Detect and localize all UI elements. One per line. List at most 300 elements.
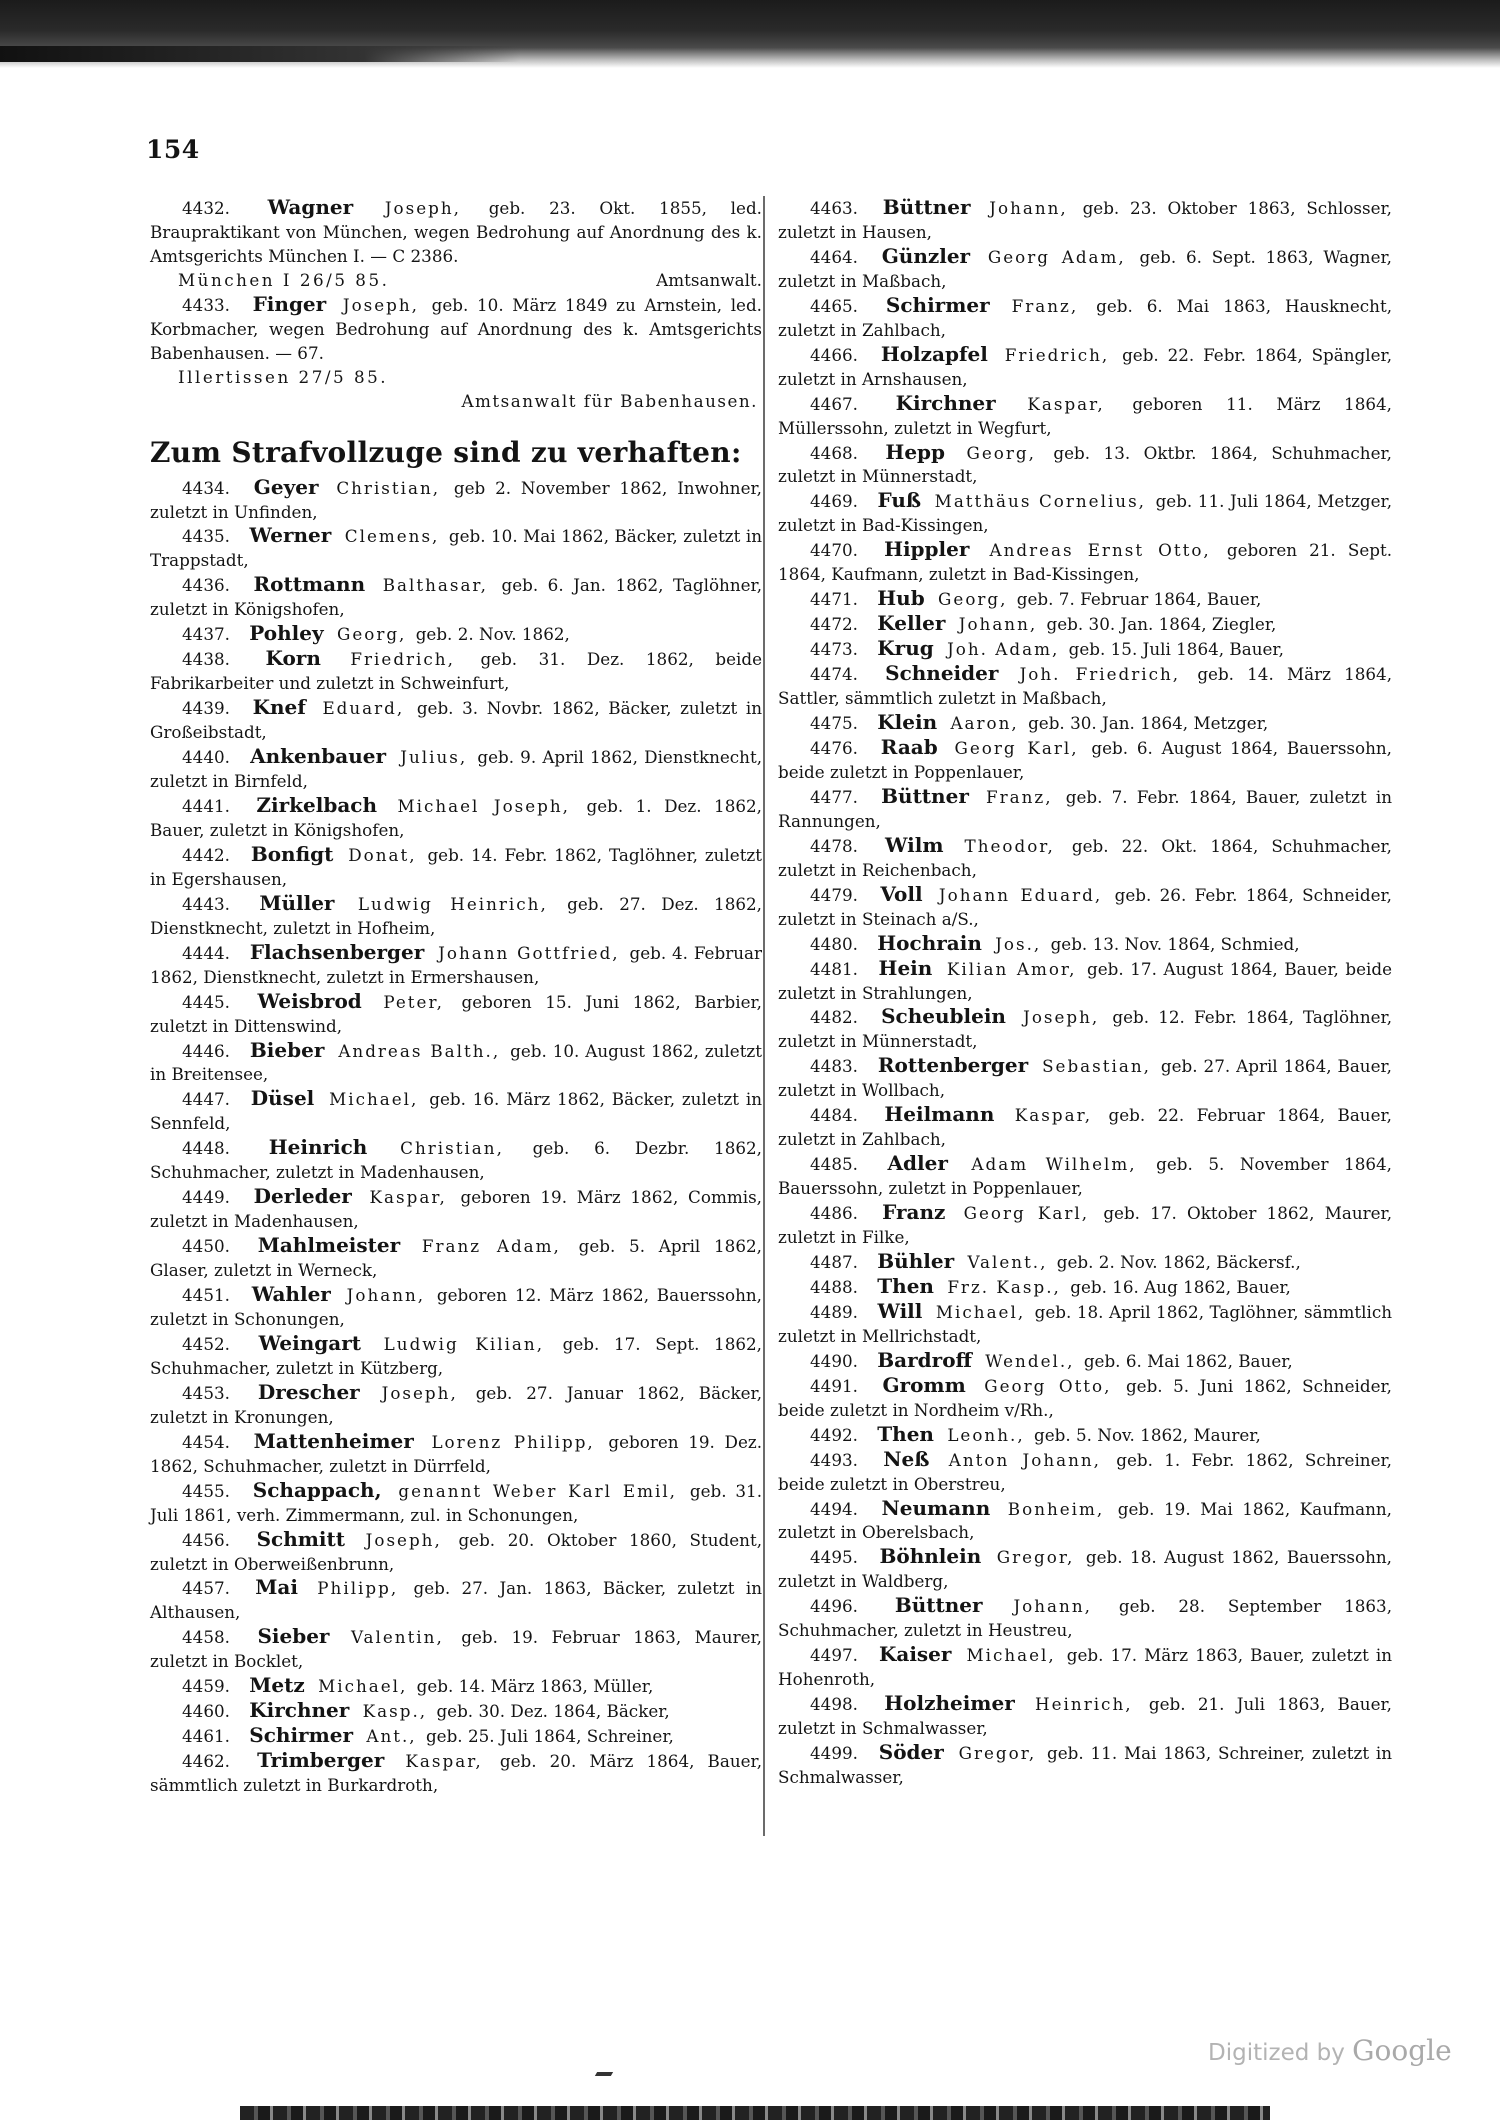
- entry-given-name: Joseph,: [384, 198, 461, 218]
- entry-given-name: Friedrich,: [350, 649, 455, 670]
- entry-details: geb. 2. Nov. 1862,: [415, 624, 570, 645]
- entry-surname: Hippler: [884, 537, 970, 562]
- entry-surname: Günzler: [881, 243, 971, 268]
- entry-given-name: Eduard,: [322, 698, 405, 719]
- entry-given-name: Johann,: [989, 198, 1068, 218]
- entry-surname: Geyer: [253, 474, 319, 499]
- entry-number: 4477.: [810, 786, 858, 807]
- list-item: [150, 622, 762, 647]
- entry-details: geb. 10. Mai 1862, Bäcker, zuletzt in Trappstadt,: [150, 526, 762, 571]
- entry-surname: Kirchner: [249, 1698, 350, 1723]
- list-item: [150, 573, 762, 622]
- entry-number: 4494.: [810, 1498, 858, 1519]
- list-item: [150, 1479, 762, 1528]
- list-item: [778, 637, 1392, 662]
- entry-number: 4445.: [182, 991, 230, 1012]
- entry-surname: Adler: [887, 1151, 948, 1176]
- entry-details: geb. 20. März 1864, Bauer, sämmtlich zuletzt in Burkardroth,: [150, 1751, 763, 1796]
- entry-surname: Wahler: [251, 1282, 331, 1307]
- entry-given-name: Joh. Friedrich,: [1019, 664, 1181, 685]
- entry-details: geb. 18. August 1862, Bauerssohn, zuletzt in Waldberg,: [778, 1547, 1393, 1592]
- entry-details: geb. 30. Jan. 1864, Metzger,: [1028, 713, 1269, 734]
- left-entry-list: [150, 476, 762, 1798]
- entry-number: 4471.: [810, 589, 858, 610]
- entry-details: geb. 11. Mai 1863, Schreiner, zuletzt in Schmalwasser,: [778, 1743, 1393, 1787]
- entry-surname: Düsel: [250, 1086, 315, 1111]
- entry-surname: Finger: [252, 291, 327, 316]
- list-item: [778, 1054, 1392, 1103]
- entry-number: 4496.: [810, 1596, 858, 1617]
- entry-details: geb. 31. Dez. 1862, beide Fabrikarbeiter und zuletzt in Schweinfurt,: [150, 649, 763, 694]
- list-item: [150, 1039, 762, 1088]
- list-item: [150, 524, 762, 573]
- entry-surname: Holzapfel: [880, 341, 988, 366]
- entry-surname: Rottenberger: [877, 1053, 1029, 1078]
- list-item: [150, 1136, 762, 1185]
- entry-given-name: Peter,: [383, 991, 444, 1012]
- entry-surname: Weisbrod: [257, 988, 362, 1013]
- entry-given-name: Philipp,: [317, 1578, 399, 1599]
- entry-details: geboren 19. März 1862, Commis, zuletzt in Madenhausen,: [150, 1187, 762, 1232]
- section-heading: Zum Strafvollzuge sind zu verhaften:: [150, 435, 742, 469]
- entry-surname: Klein: [877, 710, 938, 735]
- entry-given-name: Gregor,: [996, 1547, 1075, 1568]
- entry-number: 4441.: [182, 795, 230, 816]
- list-item: [778, 932, 1392, 957]
- entry-number: 4473.: [810, 639, 858, 660]
- entry-number: 4462.: [182, 1751, 230, 1772]
- entry-details: geb. 5. November 1864, Bauerssohn, zuletzt in Poppenlauer,: [778, 1154, 1392, 1199]
- entry-number: 4498.: [810, 1694, 858, 1715]
- entry-details: geb. 26. Febr. 1864, Schneider, zuletzt in Steinach a/S.,: [778, 884, 1393, 929]
- entry-details: geb. 1. Febr. 1862, Schreiner, beide zuletzt in Oberstreu,: [778, 1449, 1393, 1494]
- entry-surname: Pohley: [249, 621, 324, 646]
- list-item: [778, 587, 1392, 612]
- entry-details: geb. 14. Febr. 1862, Taglöhner, zuletzt in Egershausen,: [150, 844, 762, 889]
- entry-details: geb. 28. September 1863, Schuhmacher, zuletzt in Heustreu,: [778, 1596, 1393, 1641]
- list-item: [778, 662, 1392, 711]
- entry-surname: Neß: [883, 1446, 930, 1471]
- list-item: [778, 957, 1392, 1006]
- entry-number: 4476.: [810, 737, 858, 758]
- entry-given-name: Joh. Adam,: [947, 639, 1060, 660]
- page-number: 154: [146, 135, 200, 164]
- entry-number: 4461.: [182, 1726, 230, 1747]
- entry-details: geb. 20. Oktober 1860, Student, zuletzt in Oberweißenbrunn,: [150, 1529, 763, 1574]
- entry-surname: Werner: [249, 523, 332, 548]
- entry-number: 4438.: [182, 649, 230, 670]
- entry-number: 4432.: [182, 198, 230, 218]
- entry-details: geb. 17. Sept. 1862, Schuhmacher, zuletzt in Kützberg,: [150, 1333, 763, 1378]
- entry-number: 4447.: [182, 1089, 230, 1110]
- entry-details: geb. 6. August 1864, Bauerssohn, beide zuletzt in Poppenlauer,: [778, 737, 1392, 782]
- entry-surname: Büttner: [881, 783, 969, 808]
- entry-given-name: Matthäus Cornelius,: [934, 491, 1147, 512]
- list-item: [778, 1152, 1392, 1201]
- entry-details: geb. 11. Juli 1864, Metzger, zuletzt in Bad-Kissingen,: [778, 491, 1393, 536]
- list-item: [778, 612, 1392, 637]
- entry-details: geb. 30. Dez. 1864, Bäcker,: [436, 1701, 670, 1722]
- entry-details: geb. 2. Nov. 1862, Bäckersf.,: [1056, 1251, 1301, 1272]
- entry-details: geb. 6. Jan. 1862, Taglöhner, zuletzt in Königshofen,: [150, 575, 763, 620]
- entry-number: 4497.: [810, 1645, 858, 1666]
- entry-details: geb. 6. Mai 1863, Hausknecht, zuletzt in Zahlbach,: [778, 295, 1393, 340]
- entry-given-name: Johann Eduard,: [938, 884, 1103, 905]
- credit-prefix: Digitized by: [1208, 2040, 1353, 2066]
- entry-details: geb. 18. April 1862, Taglöhner, sämmtlich zuletzt in Mellrichstadt,: [778, 1301, 1392, 1346]
- entry-surname: Kirchner: [895, 390, 996, 415]
- entry-details: geb. 6. Sept. 1863, Wagner, zuletzt in Maßbach,: [778, 246, 1393, 291]
- entry-number: 4487.: [810, 1251, 858, 1272]
- entry-number: 4449.: [182, 1187, 230, 1208]
- entry-given-name: Aaron,: [950, 713, 1019, 734]
- entry-number: 4495.: [810, 1547, 858, 1568]
- entry-details: geb. 16. Aug 1862, Bauer,: [1070, 1276, 1291, 1297]
- list-item: [778, 1643, 1392, 1692]
- entry-details: geb. 10. März 1849 zu Arnstein, led. Korbmacher, wegen Bedrohung auf Anordnung des k. Amtsgerichts Babenhausen. — 67.: [150, 294, 763, 363]
- entry-surname: Hub: [877, 586, 925, 611]
- entry-number: 4454.: [182, 1431, 230, 1452]
- left-top-entries-2: [150, 293, 762, 366]
- entry-given-name: Frz. Kasp.,: [947, 1276, 1061, 1297]
- entry-number: 4455.: [182, 1480, 230, 1501]
- list-item: [150, 1381, 762, 1430]
- entry-number: 4480.: [810, 933, 858, 954]
- entry-given-name: Kaspar,: [369, 1187, 447, 1208]
- entry-details: geb. 9. April 1862, Dienstknecht, zuletzt in Birnfeld,: [150, 747, 763, 792]
- entry-details: geboren 15. Juni 1862, Barbier, zuletzt in Dittenswind,: [150, 991, 762, 1036]
- list-item: [778, 1692, 1392, 1741]
- list-item: [778, 538, 1392, 587]
- entry-details: geboren 12. März 1862, Bauerssohn, zuletzt in Schonungen,: [150, 1285, 762, 1329]
- entry-details: geb. 27. Januar 1862, Bäcker, zuletzt in Kronungen,: [150, 1382, 763, 1427]
- entry-details: geb. 15. Juli 1864, Bauer,: [1068, 639, 1284, 660]
- entry-given-name: Bonheim,: [1007, 1498, 1105, 1519]
- list-item: [778, 711, 1392, 736]
- entry-details: geb. 22. Februar 1864, Bauer, zuletzt in Zahlbach,: [778, 1105, 1392, 1150]
- entry-surname: Derleder: [253, 1184, 352, 1209]
- list-item: [778, 834, 1392, 883]
- entry-given-name: Ludwig Kilian,: [383, 1333, 545, 1354]
- entry-number: 4469.: [810, 491, 858, 512]
- list-item: [150, 1724, 762, 1749]
- entry-surname: Krug: [877, 636, 934, 661]
- list-item: [150, 196, 762, 269]
- list-item: [778, 883, 1392, 932]
- entry-surname: Bonfigt: [250, 841, 334, 866]
- entry-details: geb. 17. März 1863, Bauer, zuletzt in Hohenroth,: [778, 1645, 1392, 1690]
- entry-given-name: Georg,: [966, 442, 1036, 463]
- entry-number: 4446.: [182, 1040, 230, 1061]
- entry-number: 4472.: [810, 614, 858, 635]
- list-item: [150, 1430, 762, 1479]
- entry-surname: Trimberger: [257, 1748, 385, 1773]
- entry-number: 4478.: [810, 835, 858, 856]
- entry-given-name: Michael,: [329, 1089, 419, 1110]
- entry-surname: Wagner: [267, 195, 354, 219]
- entry-given-name: Johann,: [1013, 1596, 1092, 1617]
- entry-given-name: Kaspar,: [405, 1751, 483, 1772]
- entry-number: 4458.: [182, 1627, 230, 1648]
- entry-number: 4459.: [182, 1676, 230, 1697]
- signature-office: Amtsanwalt für Babenhausen.: [461, 390, 758, 411]
- signature-office: Amtsanwalt.: [656, 269, 762, 290]
- entry-number: 4436.: [182, 575, 230, 596]
- entry-surname: Büttner: [894, 1593, 983, 1618]
- entry-number: 4433.: [182, 294, 230, 315]
- entry-details: geb. 31. Juli 1861, verh. Zimmermann, zul. in Schonungen,: [150, 1480, 763, 1525]
- entry-surname: Mattenheimer: [253, 1428, 414, 1453]
- entry-given-name: Heinrich,: [1035, 1694, 1133, 1715]
- entry-number: 4475.: [810, 713, 858, 734]
- entry-given-name: Kaspar,: [1027, 393, 1105, 414]
- entry-details: geb. 14. März 1863, Müller,: [416, 1676, 654, 1697]
- entry-details: geb. 25. Juli 1864, Schreiner,: [425, 1726, 674, 1747]
- entry-surname: Söder: [878, 1740, 944, 1765]
- entry-given-name: Andreas Balth.,: [338, 1040, 501, 1061]
- list-item: [150, 476, 762, 525]
- list-item: [778, 1423, 1392, 1448]
- entry-details: geb. 7. Februar 1864, Bauer,: [1016, 589, 1262, 610]
- list-item: [150, 745, 762, 794]
- entry-given-name: Georg,: [336, 624, 407, 645]
- entry-details: geb. 6. Mai 1862, Bauer,: [1083, 1350, 1293, 1371]
- entry-details: geboren 11. März 1864, Müllerssohn, zuletzt in Wegfurt,: [778, 393, 1393, 438]
- entry-number: 4492.: [810, 1424, 858, 1445]
- list-item: [150, 647, 762, 696]
- entry-given-name: Jos.,: [995, 933, 1042, 954]
- entry-number: 4466.: [810, 344, 858, 365]
- entry-number: 4488.: [810, 1276, 858, 1297]
- entry-details: geb. 27. Dez. 1862, Dienstknecht, zuletzt in Hofheim,: [150, 893, 763, 938]
- list-item: [150, 293, 762, 366]
- entry-surname: Then: [877, 1421, 934, 1446]
- entry-number: 4443.: [182, 893, 230, 914]
- entry-number: 4468.: [810, 442, 858, 463]
- entry-number: 4490.: [810, 1350, 858, 1371]
- entry-surname: Raab: [880, 734, 938, 759]
- entry-given-name: Joseph,: [365, 1529, 442, 1550]
- entry-surname: Neumann: [881, 1495, 991, 1520]
- entry-surname: Knef: [252, 695, 306, 720]
- entry-given-name: Theodor,: [964, 835, 1055, 856]
- entry-surname: Böhnlein: [879, 1544, 982, 1569]
- list-item: [150, 794, 762, 843]
- entry-surname: Bieber: [249, 1037, 325, 1062]
- entry-number: 4485.: [810, 1154, 858, 1175]
- entry-given-name: Wendel.,: [985, 1350, 1075, 1371]
- entry-given-name: Georg Adam,: [987, 246, 1126, 267]
- entry-number: 4450.: [182, 1236, 230, 1257]
- entry-details: geb. 16. März 1862, Bäcker, zuletzt in Sennfeld,: [150, 1089, 763, 1134]
- list-item: [150, 843, 762, 892]
- list-item: [150, 990, 762, 1039]
- list-item: [778, 1497, 1392, 1546]
- entry-given-name: Gregor,: [958, 1743, 1037, 1764]
- entry-surname: Schmitt: [256, 1526, 345, 1551]
- entry-given-name: Christian,: [336, 477, 441, 498]
- list-item: [778, 1275, 1392, 1300]
- entry-given-name: Joseph,: [381, 1382, 458, 1403]
- entry-given-name: Michael,: [318, 1676, 408, 1697]
- left-column: [150, 196, 762, 1798]
- entry-surname: Schappach,: [252, 1477, 382, 1502]
- entry-number: 4486.: [810, 1203, 858, 1224]
- list-item: [778, 489, 1392, 538]
- list-item: [150, 1332, 762, 1381]
- entry-surname: Hochrain: [877, 930, 982, 955]
- entry-details: geb. 12. Febr. 1864, Taglöhner, zuletzt in Münnerstadt,: [778, 1007, 1393, 1052]
- scan-top-edge: [0, 0, 1500, 68]
- list-item: [778, 1741, 1392, 1790]
- entry-number: 4484.: [810, 1105, 858, 1126]
- entry-number: 4465.: [810, 295, 858, 316]
- entry-number: 4448.: [182, 1138, 230, 1159]
- list-item: [778, 1250, 1392, 1275]
- list-item: [150, 1528, 762, 1577]
- entry-number: 4474.: [810, 664, 858, 685]
- list-item: [150, 1576, 762, 1625]
- entry-given-name: Friedrich,: [1004, 344, 1110, 365]
- entry-number: 4452.: [182, 1333, 230, 1354]
- signature-illertissen: [150, 366, 762, 390]
- list-item: [778, 196, 1392, 245]
- entry-surname: Holzheimer: [884, 1691, 1015, 1716]
- list-item: [150, 1185, 762, 1234]
- list-item: [150, 1749, 762, 1798]
- list-item: [778, 785, 1392, 834]
- list-item: [778, 294, 1392, 343]
- list-item: [778, 1545, 1392, 1594]
- list-item: [778, 736, 1392, 785]
- entry-details: geb. 17. August 1864, Bauer, beide zuletzt in Strahlungen,: [778, 958, 1393, 1003]
- entry-given-name: Donat,: [348, 844, 417, 865]
- entry-number: 4491.: [810, 1375, 858, 1396]
- entry-given-name: Franz,: [986, 786, 1053, 807]
- list-item: [778, 1594, 1392, 1643]
- entry-details: geb. 5. Nov. 1862, Maurer,: [1034, 1424, 1261, 1445]
- entry-surname: Flachsenberger: [249, 939, 425, 964]
- entry-surname: Schneider: [885, 661, 999, 686]
- entry-surname: Gromm: [882, 1372, 966, 1397]
- entry-given-name: Adam Wilhelm,: [971, 1154, 1137, 1175]
- list-item: [778, 1349, 1392, 1374]
- entry-details: geb. 23. Oktober 1863, Schlosser, zuletzt in Hausen,: [778, 198, 1393, 242]
- entry-surname: Hein: [878, 955, 933, 980]
- entry-number: 4481.: [810, 958, 858, 979]
- entry-given-name: Lorenz Philipp,: [431, 1431, 595, 1452]
- entry-given-name: Valent.,: [967, 1251, 1048, 1272]
- entry-given-name: Michael,: [966, 1645, 1056, 1666]
- entry-number: 4453.: [182, 1382, 230, 1403]
- entry-details: geb. 27. April 1864, Bauer, zuletzt in Wollbach,: [778, 1056, 1392, 1101]
- entry-details: geb. 13. Nov. 1864, Schmied,: [1050, 933, 1300, 954]
- entry-given-name: Ludwig Heinrich,: [357, 893, 548, 914]
- entry-details: geb. 13. Oktbr. 1864, Schuhmacher, zuletzt in Münnerstadt,: [778, 442, 1392, 487]
- entry-details: geb. 17. Oktober 1862, Maurer, zuletzt in Filke,: [778, 1203, 1393, 1248]
- entry-number: 4464.: [810, 246, 858, 267]
- entry-given-name: Kaspar,: [1014, 1105, 1093, 1126]
- credit-brand: Google: [1352, 2034, 1452, 2067]
- signature-place: München I 26/5 85.: [178, 269, 390, 290]
- entry-given-name: Joseph,: [342, 294, 420, 315]
- entry-number: 4456.: [182, 1529, 230, 1550]
- entry-given-name: Balthasar,: [382, 575, 488, 596]
- entry-number: 4440.: [182, 747, 230, 768]
- list-item: [778, 441, 1392, 490]
- list-item: [150, 941, 762, 990]
- entry-details: geb. 19. Mai 1862, Kaufmann, zuletzt in Oberelsbach,: [778, 1498, 1392, 1543]
- entry-surname: Then: [877, 1273, 934, 1298]
- entry-details: geb. 22. Febr. 1864, Spängler, zuletzt in Arnshausen,: [778, 344, 1393, 389]
- entry-given-name: Johann,: [958, 614, 1038, 635]
- entry-number: 4489.: [810, 1301, 858, 1322]
- entry-details: geb. 23. Okt. 1855, led. Braupraktikant von München, wegen Bedrohung auf Anordnung des k. Amtsgerichts München I. — C 2386.: [150, 198, 763, 266]
- entry-number: 4444.: [182, 942, 230, 963]
- signature-munich: [150, 269, 762, 293]
- list-item: [778, 1201, 1392, 1250]
- right-entry-list: [778, 196, 1392, 1790]
- entry-number: 4442.: [182, 844, 230, 865]
- signature-office-line: [150, 390, 762, 414]
- entry-details: geb. 10. August 1862, zuletzt in Breitensee,: [150, 1040, 762, 1085]
- list-item: [150, 1234, 762, 1283]
- entry-details: geb. 7. Febr. 1864, Bauer, zuletzt in Rannungen,: [778, 786, 1393, 831]
- entry-surname: Metz: [249, 1673, 305, 1698]
- entry-given-name: Kasp.,: [362, 1701, 428, 1722]
- entry-details: geboren 19. Dez. 1862, Schuhmacher, zuletzt in Dürrfeld,: [150, 1431, 763, 1476]
- entry-given-name: Michael Joseph,: [397, 795, 571, 816]
- entry-given-name: Kilian Amor,: [946, 958, 1077, 979]
- entry-given-name: Johann,: [346, 1285, 426, 1306]
- entry-number: 4482.: [810, 1007, 858, 1028]
- entry-surname: Schirmer: [249, 1723, 354, 1748]
- entry-given-name: Christian,: [400, 1138, 504, 1159]
- list-item: [150, 1087, 762, 1136]
- entry-number: 4479.: [810, 884, 858, 905]
- entry-given-name: Andreas Ernst Otto,: [989, 540, 1211, 561]
- scan-mark: [595, 2072, 613, 2076]
- entry-details: geb. 5. April 1862, Glaser, zuletzt in Werneck,: [150, 1236, 762, 1281]
- entry-surname: Wilm: [885, 832, 944, 857]
- entry-surname: Weingart: [258, 1330, 362, 1355]
- entry-surname: Korn: [265, 646, 321, 671]
- entry-number: 4457.: [182, 1578, 230, 1599]
- entry-number: 4499.: [810, 1743, 858, 1764]
- entry-given-name: Leonh.,: [947, 1424, 1025, 1445]
- entry-surname: Drescher: [257, 1379, 360, 1404]
- right-column: [778, 196, 1392, 1790]
- list-item: [150, 892, 762, 941]
- entry-number: 4451.: [182, 1285, 230, 1306]
- entry-surname: Müller: [259, 890, 335, 915]
- entry-surname: Mai: [255, 1575, 298, 1600]
- entry-details: geb. 3. Novbr. 1862, Bäcker, zuletzt in Großeibstadt,: [150, 698, 763, 743]
- list-item: [778, 1300, 1392, 1349]
- scan-bottom-edge: [240, 2106, 1270, 2120]
- entry-surname: Voll: [880, 881, 923, 906]
- list-item: [778, 1005, 1392, 1054]
- entry-given-name: Franz Adam,: [421, 1236, 561, 1257]
- entry-given-name: Georg,: [938, 589, 1008, 610]
- entry-number: 4463.: [810, 198, 858, 218]
- list-item: [150, 1674, 762, 1699]
- entry-surname: Büttner: [882, 195, 971, 219]
- list-item: [778, 245, 1392, 294]
- entry-surname: Rottmann: [253, 572, 366, 597]
- column-divider: [763, 196, 765, 1836]
- entry-number: 4435.: [182, 526, 230, 547]
